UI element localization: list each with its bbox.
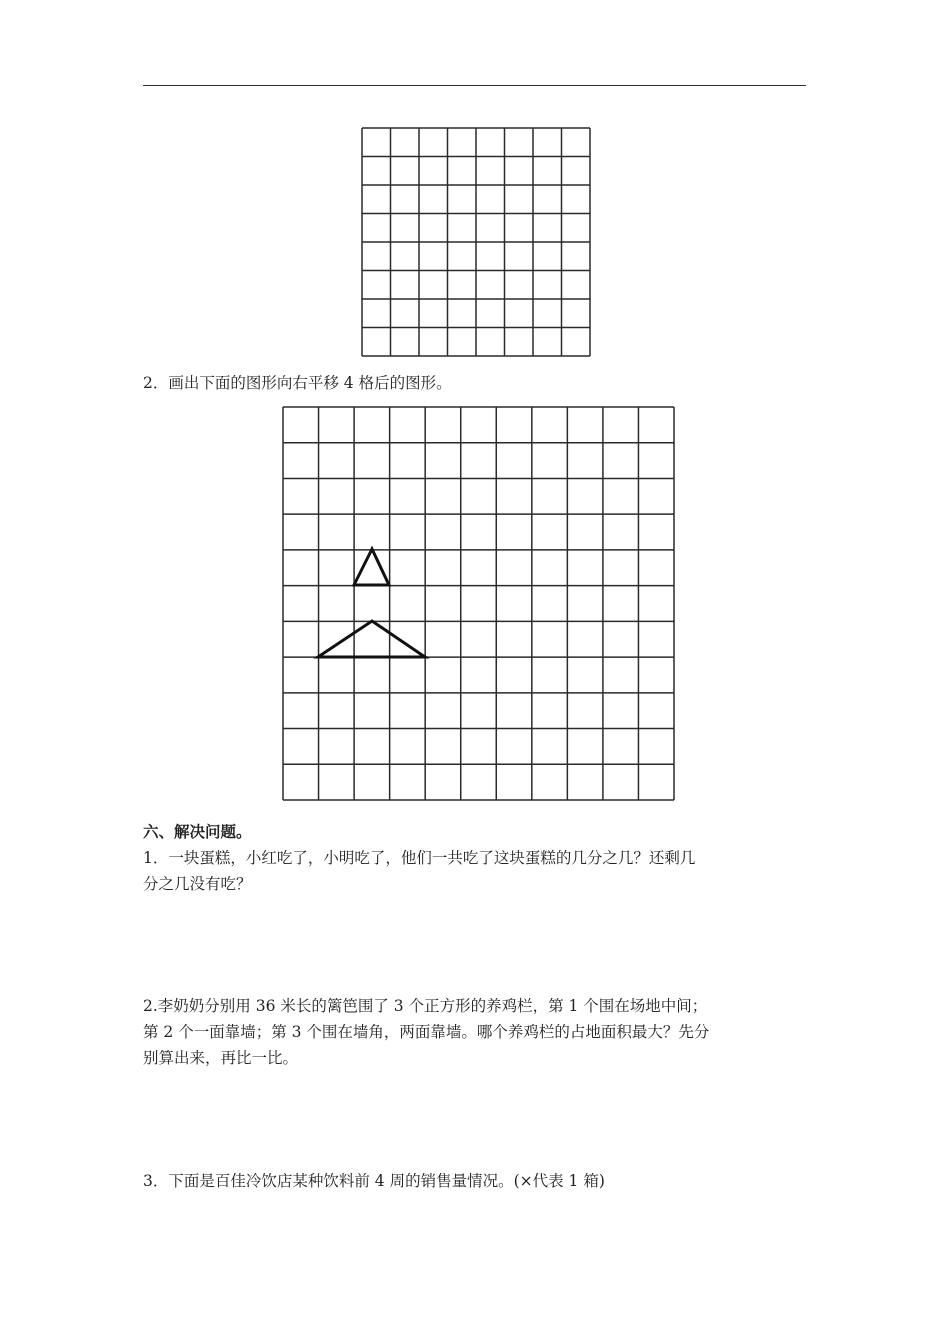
q2-label: 2．画出下面的图形向右平移 4 格后的图形。: [143, 374, 452, 392]
problem-2-line-2: 第 2 个一面靠墙；第 3 个围在墙角，两面靠墙。哪个养鸡栏的占地面积最大？先分: [143, 1023, 710, 1041]
problem-2-line-3: 别算出来，再比一比。: [143, 1049, 299, 1067]
problem-1-line-2: 分之几没有吃？: [143, 875, 252, 893]
large-triangle: [318, 621, 425, 657]
top-grid: [362, 128, 590, 356]
shift-grid-lines: [283, 407, 674, 800]
header-rule: [143, 85, 806, 86]
shift-grid: [283, 407, 674, 800]
problem-2-line-1: 2.李奶奶分别用 36 米长的篱笆围了 3 个正方形的养鸡栏，第 1 个围在场地中间；: [143, 997, 708, 1015]
section-title: 六、解决问题。: [143, 822, 252, 841]
problem-3-line-1: 3．下面是百佳冷饮店某种饮料前 4 周的销售量情况。(×代表 1 箱): [143, 1172, 605, 1190]
small-triangle: [354, 549, 389, 585]
problem-1-line-1: 1．一块蛋糕，小红吃了，小明吃了，他们一共吃了这块蛋糕的几分之几？还剩几: [143, 849, 696, 867]
